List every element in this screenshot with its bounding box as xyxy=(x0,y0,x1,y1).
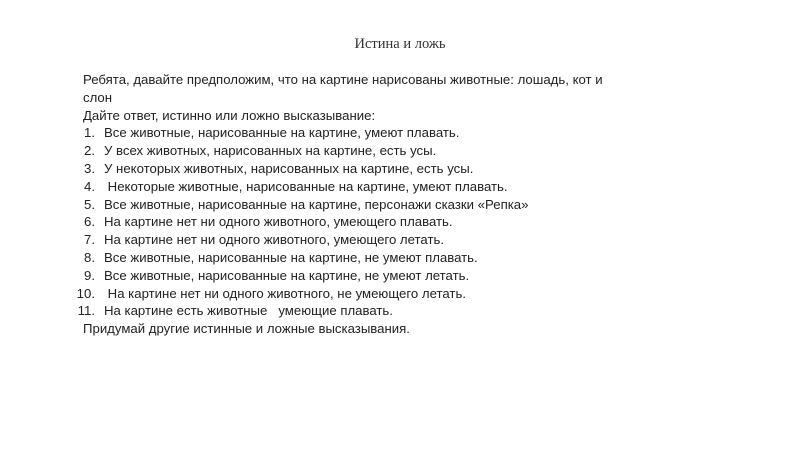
statement-number: 3. xyxy=(84,160,95,176)
statement-list xyxy=(76,124,703,320)
statement-item xyxy=(83,142,703,160)
statement-text: У всех животных, нарисованных на картине, есть усы. xyxy=(104,143,437,159)
slide-content xyxy=(76,71,703,338)
statement-number: 10. xyxy=(76,285,95,301)
statement-item xyxy=(83,249,703,267)
statement-text: У некоторых животных, нарисованных на картине, есть усы. xyxy=(104,160,474,176)
statement-text: Все животные, нарисованные на картине, не умеют плавать. xyxy=(104,249,478,265)
statement-number: 1. xyxy=(84,125,95,141)
intro-text-line-2: слон xyxy=(83,89,113,105)
statement-text: На картине нет ни одного животного, умеющего летать. xyxy=(104,232,445,248)
statement-item xyxy=(83,124,703,142)
statement-number: 5. xyxy=(84,196,95,212)
statement-number: 2. xyxy=(84,143,95,159)
statement-item xyxy=(83,196,703,214)
statement-text: На картине нет ни одного животного, умеющего плавать. xyxy=(104,214,453,230)
statement-number: 7. xyxy=(84,232,95,248)
statement-item xyxy=(83,178,703,196)
statement-number: 4. xyxy=(84,178,95,194)
slide-title: Истина и ложь xyxy=(354,36,446,52)
statement-number: 9. xyxy=(84,267,95,283)
statement-text: На картине нет ни одного животного, не умеющего летать. xyxy=(104,285,466,301)
task-instruction: Дайте ответ, истинно или ложно высказывание: xyxy=(83,107,376,123)
statement-item xyxy=(76,285,703,303)
statement-item xyxy=(83,267,703,285)
statement-item xyxy=(83,160,703,178)
statement-item xyxy=(83,231,703,249)
statement-item xyxy=(83,213,703,231)
statement-text: Все животные, нарисованные на картине, не умеют летать. xyxy=(104,267,470,283)
statement-item xyxy=(77,302,703,320)
statement-number: 11. xyxy=(77,303,95,319)
statement-number: 8. xyxy=(84,249,95,265)
statement-text: Все животные, нарисованные на картине, умеют плавать. xyxy=(104,125,460,141)
intro-text-line-1: Ребята, давайте предположим, что на картине нарисованы животные: лошадь, кот и xyxy=(83,72,603,87)
statement-text: Все животные, нарисованные на картине, персонажи сказки «Репка» xyxy=(104,196,529,212)
closing-prompt: Придумай другие истинные и ложные высказывания. xyxy=(83,321,410,337)
statement-text: На картине есть животные умеющие плавать. xyxy=(104,303,393,319)
statement-number: 6. xyxy=(84,214,95,230)
statement-text: Некоторые животные, нарисованные на картине, умеют плавать. xyxy=(104,178,508,194)
